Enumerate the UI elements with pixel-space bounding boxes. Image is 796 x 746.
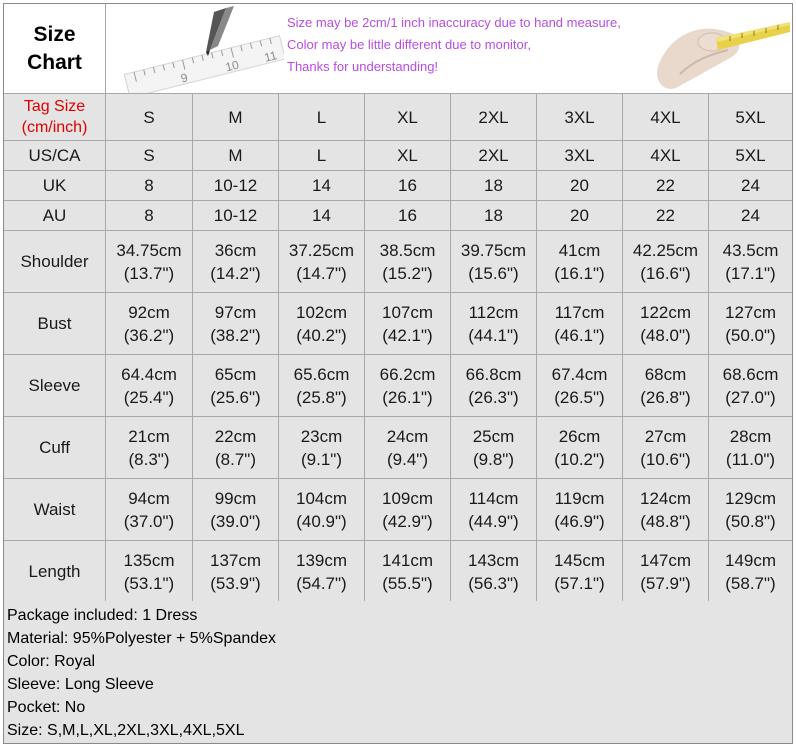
- uk-size-l: 14: [279, 171, 365, 201]
- sleeve-l-cm: 65.6cm: [293, 364, 350, 384]
- waist-3xl-cm: 119cm: [554, 488, 605, 508]
- sleeve-type: Sleeve: Long Sleeve: [7, 676, 154, 693]
- shoulder-s-cell: [106, 231, 193, 293]
- shoulder-label: Shoulder: [4, 231, 106, 293]
- cuff-xl-cell: [365, 417, 451, 479]
- cuff-l-cell: [279, 417, 365, 479]
- cuff-3xl-cm: 26cm: [558, 426, 601, 446]
- shoulder-3xl-cm: 41cm: [558, 240, 601, 260]
- uk-label: UK: [4, 171, 106, 201]
- size-header-4xl: 4XL: [623, 94, 709, 141]
- bust-4xl-cm: 122cm: [639, 302, 692, 322]
- au-size-4xl: 22: [623, 201, 709, 231]
- length-s-cell: [106, 541, 193, 603]
- waist-5xl-cm: 129cm: [724, 488, 777, 508]
- cuff-5xl-cm: 28cm: [729, 426, 772, 446]
- cuff-5xl-inch: (11.0"): [725, 449, 776, 469]
- title-line-1: Size: [33, 22, 76, 46]
- waist-xl-inch: (42.9"): [382, 511, 433, 531]
- bust-3xl-cm: 117cm: [554, 302, 605, 322]
- size-chart: [3, 3, 793, 744]
- length-xl-cm: 141cm: [381, 550, 434, 570]
- cuff-2xl-inch: (9.8"): [473, 449, 514, 469]
- us-ca-size-m: M: [193, 141, 279, 171]
- bust-l-cm: 102cm: [295, 302, 348, 322]
- cuff-2xl-cm: 25cm: [472, 426, 515, 446]
- waist-xl-cm: 109cm: [381, 488, 434, 508]
- size-header-s: S: [106, 94, 193, 141]
- shoulder-5xl-inch: (17.1"): [725, 263, 776, 283]
- cuff-m-cm: 22cm: [214, 426, 257, 446]
- cuff-2xl-cell: [451, 417, 537, 479]
- cuff-3xl-cell: [537, 417, 623, 479]
- uk-size-m: 10-12: [193, 171, 279, 201]
- cuff-4xl-inch: (10.6"): [640, 449, 691, 469]
- length-3xl-inch: (57.1"): [554, 573, 605, 593]
- sleeve-2xl-inch: (26.3"): [468, 387, 519, 407]
- shoulder-3xl-cell: [537, 231, 623, 293]
- au-size-3xl: 20: [537, 201, 623, 231]
- package-included: Package included: 1 Dress: [7, 607, 198, 624]
- shoulder-2xl-inch: (15.6"): [468, 263, 519, 283]
- au-label: AU: [4, 201, 106, 231]
- length-2xl-cell: [451, 541, 537, 603]
- cuff-l-inch: (9.1"): [301, 449, 342, 469]
- waist-4xl-inch: (48.8"): [640, 511, 691, 531]
- waist-4xl-cell: [623, 479, 709, 541]
- cuff-s-cell: [106, 417, 193, 479]
- cuff-s-inch: (8.3"): [128, 449, 170, 469]
- shoulder-s-cm: 34.75cm: [116, 240, 182, 260]
- color: Color: Royal: [7, 653, 96, 670]
- au-size-2xl: 18: [451, 201, 537, 231]
- length-l-cm: 139cm: [295, 550, 348, 570]
- sleeve-s-cm: 64.4cm: [121, 364, 177, 384]
- cuff-3xl-inch: (10.2"): [554, 449, 605, 469]
- waist-3xl-cell: [537, 479, 623, 541]
- shoulder-m-cell: [193, 231, 279, 293]
- shoulder-5xl-cm: 43.5cm: [722, 240, 779, 260]
- cuff-4xl-cm: 27cm: [644, 426, 687, 446]
- length-xl-inch: (55.5"): [382, 573, 433, 593]
- shoulder-l-cm: 37.25cm: [288, 240, 355, 260]
- waist-2xl-cell: [451, 479, 537, 541]
- au-size-xl: 16: [365, 201, 451, 231]
- waist-4xl-cm: 124cm: [639, 488, 692, 508]
- tape-measure-hand-icon: [650, 4, 790, 94]
- length-m-inch: (53.9"): [210, 573, 261, 593]
- sleeve-xl-inch: (26.1"): [382, 387, 433, 407]
- waist-l-inch: (40.9"): [296, 511, 347, 531]
- bust-s-cm: 92cm: [128, 302, 170, 322]
- length-4xl-cell: [623, 541, 709, 603]
- waist-5xl-cell: [709, 479, 792, 541]
- length-5xl-cm: 149cm: [724, 550, 777, 570]
- bust-s-inch: (36.2"): [123, 325, 175, 345]
- waist-s-cm: 94cm: [128, 488, 170, 508]
- length-4xl-inch: (57.9"): [640, 573, 691, 593]
- cuff-l-cm: 23cm: [300, 426, 343, 446]
- bust-l-inch: (40.2"): [296, 325, 347, 345]
- shoulder-l-cell: [279, 231, 365, 293]
- sleeve-xl-cell: [365, 355, 451, 417]
- sleeve-2xl-cm: 66.8cm: [465, 364, 522, 384]
- length-s-cm: 135cm: [123, 550, 175, 570]
- sleeve-s-cell: [106, 355, 193, 417]
- title-line-2: Chart: [27, 50, 82, 74]
- shoulder-s-inch: (13.7"): [123, 263, 175, 283]
- length-m-cell: [193, 541, 279, 603]
- bust-xl-inch: (42.1"): [382, 325, 433, 345]
- us-ca-size-4xl: 4XL: [623, 141, 709, 171]
- uk-size-5xl: 24: [709, 171, 792, 201]
- length-xl-cell: [365, 541, 451, 603]
- bust-4xl-inch: (48.0"): [640, 325, 691, 345]
- sleeve-m-inch: (25.6"): [210, 387, 261, 407]
- sleeve-5xl-cm: 68.6cm: [722, 364, 779, 384]
- length-l-cell: [279, 541, 365, 603]
- bust-m-cm: 97cm: [214, 302, 257, 322]
- shoulder-m-inch: (14.2"): [210, 263, 261, 283]
- uk-size-s: 8: [106, 171, 193, 201]
- product-details: [4, 601, 792, 743]
- shoulder-l-inch: (14.7"): [296, 263, 347, 283]
- waist-s-inch: (37.0"): [123, 511, 175, 531]
- waist-5xl-inch: (50.8"): [725, 511, 776, 531]
- measurement-notes-banner: [106, 4, 792, 94]
- sleeve-m-cm: 65cm: [214, 364, 257, 384]
- size-header-3xl: 3XL: [537, 94, 623, 141]
- length-label: Length: [4, 541, 106, 603]
- note-thanks: Thanks for understanding!: [287, 59, 439, 74]
- tag-size-label-line-1: Tag Size: [23, 98, 86, 115]
- shoulder-m-cm: 36cm: [214, 240, 257, 260]
- shoulder-4xl-cell: [623, 231, 709, 293]
- cuff-5xl-cell: [709, 417, 792, 479]
- us-ca-size-l: L: [279, 141, 365, 171]
- note-monitor-color: Color may be little different due to monitor,: [287, 37, 531, 52]
- waist-2xl-inch: (44.9"): [468, 511, 519, 531]
- size-chart-title: [4, 4, 106, 94]
- shoulder-5xl-cell: [709, 231, 792, 293]
- waist-m-inch: (39.0"): [210, 511, 261, 531]
- length-2xl-cm: 143cm: [467, 550, 520, 570]
- au-size-5xl: 24: [709, 201, 792, 231]
- bust-5xl-inch: (50.0"): [725, 325, 776, 345]
- shoulder-4xl-inch: (16.6"): [640, 263, 691, 283]
- us-ca-size-3xl: 3XL: [537, 141, 623, 171]
- shoulder-xl-cell: [365, 231, 451, 293]
- waist-m-cell: [193, 479, 279, 541]
- length-2xl-inch: (56.3"): [468, 573, 519, 593]
- available-sizes: Size: S,M,L,XL,2XL,3XL,4XL,5XL: [7, 722, 245, 739]
- uk-size-xl: 16: [365, 171, 451, 201]
- bust-5xl-cm: 127cm: [724, 302, 777, 322]
- sleeve-4xl-inch: (26.8"): [640, 387, 691, 407]
- shoulder-xl-cm: 38.5cm: [379, 240, 436, 260]
- sleeve-l-cell: [279, 355, 365, 417]
- ruler-tick-10: 10: [223, 57, 241, 75]
- au-size-l: 14: [279, 201, 365, 231]
- length-5xl-cell: [709, 541, 792, 603]
- length-3xl-cm: 145cm: [553, 550, 606, 570]
- us-ca-size-2xl: 2XL: [451, 141, 537, 171]
- au-size-s: 8: [106, 201, 193, 231]
- shoulder-4xl-cm: 42.25cm: [632, 240, 699, 260]
- cuff-s-cm: 21cm: [128, 426, 170, 446]
- sleeve-5xl-cell: [709, 355, 792, 417]
- sleeve-m-cell: [193, 355, 279, 417]
- length-m-cm: 137cm: [209, 550, 262, 570]
- cuff-m-inch: (8.7"): [215, 449, 256, 469]
- us-ca-label: US/CA: [4, 141, 106, 171]
- waist-l-cell: [279, 479, 365, 541]
- bust-3xl-inch: (46.1"): [554, 325, 605, 345]
- bust-2xl-cell: [451, 293, 537, 355]
- ruler-tick-9: 9: [179, 70, 190, 86]
- size-header-m: M: [193, 94, 279, 141]
- bust-2xl-cm: 112cm: [468, 302, 519, 322]
- pencil-ruler-icon: [114, 4, 284, 94]
- length-3xl-cell: [537, 541, 623, 603]
- note-hand-measure: Size may be 2cm/1 inch inaccuracy due to hand measure,: [287, 15, 621, 30]
- us-ca-size-s: S: [106, 141, 193, 171]
- pocket: Pocket: No: [7, 699, 86, 716]
- shoulder-xl-inch: (15.2"): [382, 263, 433, 283]
- sleeve-s-inch: (25.4"): [123, 387, 175, 407]
- shoulder-2xl-cm: 39.75cm: [460, 240, 527, 260]
- length-l-inch: (54.7"): [296, 573, 347, 593]
- length-5xl-inch: (58.7"): [725, 573, 776, 593]
- size-header-xl: XL: [365, 94, 451, 141]
- bust-4xl-cell: [623, 293, 709, 355]
- cuff-4xl-cell: [623, 417, 709, 479]
- sleeve-l-inch: (25.8"): [296, 387, 347, 407]
- waist-xl-cell: [365, 479, 451, 541]
- sleeve-3xl-cell: [537, 355, 623, 417]
- sleeve-label: Sleeve: [4, 355, 106, 417]
- waist-m-cm: 99cm: [214, 488, 257, 508]
- us-ca-size-5xl: 5XL: [709, 141, 792, 171]
- shoulder-3xl-inch: (16.1"): [554, 263, 605, 283]
- waist-2xl-cm: 114cm: [468, 488, 519, 508]
- sleeve-2xl-cell: [451, 355, 537, 417]
- au-size-m: 10-12: [193, 201, 279, 231]
- cuff-label: Cuff: [4, 417, 106, 479]
- bust-m-inch: (38.2"): [210, 325, 261, 345]
- sleeve-3xl-inch: (26.5"): [554, 387, 605, 407]
- sleeve-5xl-inch: (27.0"): [725, 387, 776, 407]
- uk-size-3xl: 20: [537, 171, 623, 201]
- cuff-xl-inch: (9.4"): [387, 449, 428, 469]
- size-header-5xl: 5XL: [709, 94, 792, 141]
- bust-xl-cm: 107cm: [381, 302, 434, 322]
- sleeve-3xl-cm: 67.4cm: [551, 364, 608, 384]
- sleeve-4xl-cell: [623, 355, 709, 417]
- bust-label: Bust: [4, 293, 106, 355]
- size-header-l: L: [279, 94, 365, 141]
- waist-label: Waist: [4, 479, 106, 541]
- bust-l-cell: [279, 293, 365, 355]
- length-4xl-cm: 147cm: [639, 550, 692, 570]
- ruler-tick-11: 11: [262, 48, 279, 65]
- tag-size-label: [4, 94, 106, 141]
- bust-s-cell: [106, 293, 193, 355]
- waist-l-cm: 104cm: [295, 488, 348, 508]
- bust-m-cell: [193, 293, 279, 355]
- bust-2xl-inch: (44.1"): [468, 325, 519, 345]
- shoulder-2xl-cell: [451, 231, 537, 293]
- cuff-m-cell: [193, 417, 279, 479]
- length-s-inch: (53.1"): [123, 573, 175, 593]
- waist-3xl-inch: (46.9"): [554, 511, 605, 531]
- size-header-2xl: 2XL: [451, 94, 537, 141]
- material: Material: 95%Polyester + 5%Spandex: [7, 630, 277, 647]
- cuff-xl-cm: 24cm: [386, 426, 429, 446]
- bust-5xl-cell: [709, 293, 792, 355]
- measurement-notes: [287, 12, 621, 78]
- sleeve-xl-cm: 66.2cm: [379, 364, 436, 384]
- tag-size-label-line-2: (cm/inch): [21, 119, 88, 136]
- uk-size-2xl: 18: [451, 171, 537, 201]
- bust-xl-cell: [365, 293, 451, 355]
- sleeve-4xl-cm: 68cm: [644, 364, 687, 384]
- bust-3xl-cell: [537, 293, 623, 355]
- us-ca-size-xl: XL: [365, 141, 451, 171]
- uk-size-4xl: 22: [623, 171, 709, 201]
- waist-s-cell: [106, 479, 193, 541]
